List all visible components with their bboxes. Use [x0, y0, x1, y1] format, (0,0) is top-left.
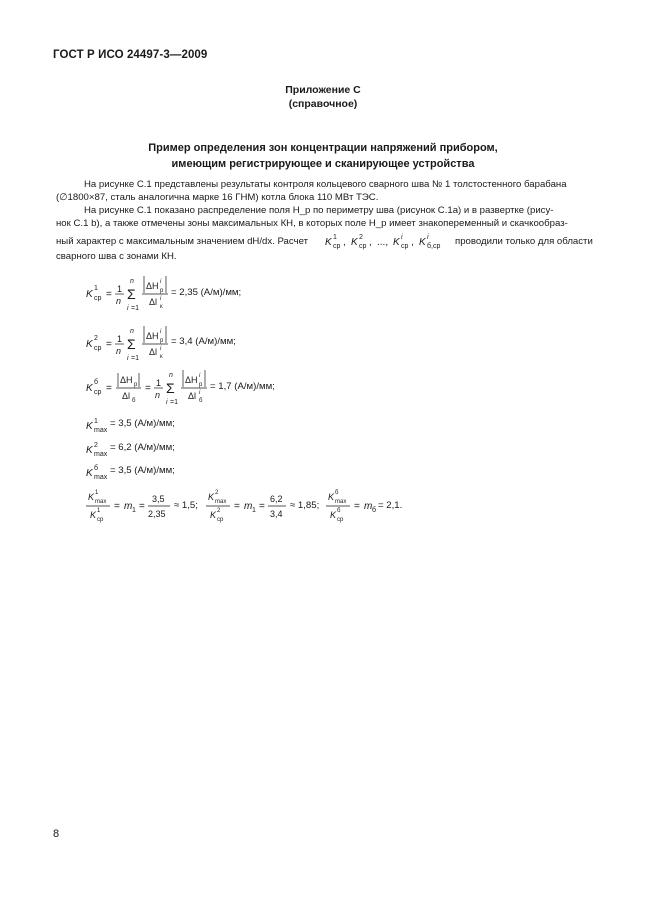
- svg-text:1: 1: [97, 508, 101, 514]
- svg-text:3,5: 3,5: [152, 494, 165, 504]
- svg-text:р: р: [134, 382, 138, 388]
- svg-text:=: =: [234, 501, 240, 512]
- svg-text:Δl: Δl: [149, 297, 158, 307]
- svg-text:i: i: [127, 305, 129, 312]
- svg-text:i: i: [160, 346, 162, 352]
- svg-text:=: =: [145, 383, 151, 394]
- svg-text:=1: =1: [170, 399, 178, 406]
- svg-text:ср: ср: [94, 295, 102, 302]
- svg-text:б: б: [94, 379, 99, 386]
- svg-text:Σ: Σ: [166, 380, 175, 396]
- svg-text:i: i: [401, 234, 403, 241]
- svg-text:K: K: [330, 510, 337, 520]
- body-p2-line2: нок С.1 b), а также отмечены зоны максимальных КН, в которых поле H_p имеет знакопеременный и скачкообраз-: [56, 218, 568, 229]
- svg-text:3,4: 3,4: [270, 509, 283, 519]
- svg-text:1: 1: [117, 284, 123, 294]
- ratio1-value: ≈ 1,5;: [174, 500, 198, 511]
- svg-text:m: m: [124, 501, 133, 512]
- svg-text:ср: ср: [333, 243, 341, 250]
- kmax2-value: = 6,2 (А/м)/мм;: [110, 442, 175, 453]
- svg-text:=: =: [354, 501, 360, 512]
- ratio3-value: = 2,1.: [378, 500, 403, 511]
- svg-text:ср: ср: [401, 243, 409, 250]
- svg-text:max: max: [94, 451, 108, 458]
- svg-text:n: n: [116, 296, 122, 306]
- ratio2-value: ≈ 1,85;: [290, 500, 320, 511]
- svg-text:K: K: [393, 237, 400, 248]
- svg-text:max: max: [215, 499, 227, 505]
- svg-text:ср: ср: [359, 243, 367, 250]
- section-title: [0, 140, 646, 172]
- svg-text:Σ: Σ: [127, 286, 136, 302]
- svg-text:K: K: [86, 468, 93, 479]
- svg-text:m: m: [364, 501, 373, 512]
- svg-text:2,35: 2,35: [148, 509, 166, 519]
- svg-text:р: р: [160, 288, 164, 294]
- svg-text:K: K: [208, 492, 215, 502]
- svg-text:б: б: [132, 398, 136, 404]
- svg-text:б: б: [337, 508, 341, 514]
- svg-text:к: к: [160, 354, 163, 360]
- kmax6-value: = 3,5 (А/м)/мм;: [110, 465, 175, 476]
- svg-text:=: =: [106, 339, 112, 350]
- svg-text:=: =: [259, 501, 265, 512]
- svg-text:=: =: [139, 501, 145, 512]
- svg-text:i: i: [127, 355, 129, 362]
- svg-text:б,ср: б,ср: [427, 243, 441, 250]
- svg-text:ср: ср: [337, 517, 344, 523]
- appendix-kind: (справочное): [288, 98, 358, 110]
- svg-text:i: i: [166, 399, 168, 406]
- svg-text:б: б: [199, 398, 203, 404]
- svg-text:б: б: [335, 490, 339, 496]
- svg-text:б: б: [372, 507, 377, 514]
- body-p2-line3b: проводили только для области: [455, 236, 593, 247]
- section-title-line2: имеющим регистрирующее и сканирующее устройства: [171, 158, 475, 170]
- svg-text:=1: =1: [131, 355, 139, 362]
- svg-text:ср: ср: [217, 517, 224, 523]
- svg-text:=: =: [106, 383, 112, 394]
- svg-text:=1: =1: [131, 305, 139, 312]
- svg-text:m: m: [244, 501, 253, 512]
- appendix-heading: [0, 83, 646, 111]
- svg-text:K: K: [210, 510, 217, 520]
- body-p1-line1: На рисунке С.1 представлены результаты контроля кольцевого сварного шва № 1 толстостенного барабана: [84, 179, 567, 190]
- svg-text:n: n: [130, 328, 134, 335]
- svg-text:K: K: [86, 445, 93, 456]
- svg-text:1: 1: [333, 234, 337, 241]
- svg-text:1: 1: [94, 418, 98, 425]
- svg-text:2: 2: [359, 234, 363, 241]
- page-number: 8: [53, 828, 60, 840]
- body-p2-line3a: ный характер с максимальным значением dH/dx. Расчет: [56, 236, 308, 247]
- svg-text:Δl: Δl: [149, 347, 158, 357]
- svg-text:K: K: [88, 492, 95, 502]
- formula-k2-result: = 3,4 (А/м)/мм;: [171, 336, 236, 347]
- standard-header: ГОСТ Р ИСО 24497-3—2009: [53, 49, 208, 61]
- svg-text:2: 2: [94, 442, 98, 449]
- svg-text:K: K: [86, 383, 93, 394]
- svg-text:1: 1: [132, 507, 136, 514]
- svg-text:...,: ...,: [377, 237, 389, 248]
- svg-text:i: i: [427, 234, 429, 241]
- svg-text:max: max: [95, 499, 107, 505]
- svg-text:р: р: [160, 338, 164, 344]
- body-p2-line4: сварного шва с зонами КН.: [56, 251, 177, 262]
- body-p2-line1: На рисунке С.1 показано распределение поля H_p по периметру шва (рисунок С.1a) и в развертке (рису-: [84, 205, 554, 216]
- section-title-line1: Пример определения зон концентрации напряжений прибором,: [148, 142, 498, 154]
- svg-text:2: 2: [217, 508, 221, 514]
- svg-text:K: K: [86, 289, 93, 300]
- svg-text:Δl: Δl: [188, 391, 197, 401]
- svg-text:,: ,: [343, 237, 346, 248]
- svg-text:max: max: [94, 474, 108, 481]
- svg-text:i: i: [199, 373, 201, 379]
- svg-text:i: i: [160, 279, 162, 285]
- svg-text:1: 1: [156, 378, 162, 388]
- svg-text:K: K: [351, 237, 358, 248]
- formula-k1-result: = 2,35 (А/м)/мм;: [171, 287, 242, 298]
- svg-text:=: =: [106, 289, 112, 300]
- svg-text:ср: ср: [97, 517, 104, 523]
- body-p1-line2: (∅1800×87, сталь аналогична марке 16 ГНМ) котла блока 110 МВт ТЭС.: [56, 192, 379, 203]
- svg-text:1: 1: [252, 507, 256, 514]
- svg-text:=: =: [114, 501, 120, 512]
- svg-text:ср: ср: [94, 345, 102, 352]
- svg-text:i: i: [160, 329, 162, 335]
- svg-text:n: n: [155, 390, 161, 400]
- svg-text:K: K: [90, 510, 97, 520]
- svg-text:,: ,: [411, 237, 414, 248]
- svg-text:max: max: [335, 499, 347, 505]
- svg-text:n: n: [130, 278, 134, 285]
- kmax1-value: = 3,5 (А/м)/мм;: [110, 418, 175, 429]
- svg-text:6,2: 6,2: [270, 494, 283, 504]
- svg-text:ср: ср: [94, 389, 102, 396]
- svg-text:n: n: [169, 372, 173, 379]
- svg-text:i: i: [199, 390, 201, 396]
- svg-text:K: K: [328, 492, 335, 502]
- svg-text:i: i: [160, 296, 162, 302]
- svg-text:K: K: [86, 339, 93, 350]
- svg-text:n: n: [116, 346, 122, 356]
- formula-k6-result: = 1,7 (А/м)/мм;: [210, 381, 275, 392]
- svg-text:2: 2: [94, 335, 98, 342]
- svg-text:,: ,: [369, 237, 372, 248]
- svg-text:ΔH: ΔH: [185, 375, 198, 385]
- svg-text:K: K: [325, 237, 332, 248]
- svg-text:Δl: Δl: [122, 391, 131, 401]
- svg-text:ΔH: ΔH: [146, 331, 159, 341]
- svg-text:ΔH: ΔH: [120, 375, 133, 385]
- svg-text:2: 2: [215, 490, 219, 496]
- appendix-label: Приложение С: [285, 84, 361, 96]
- svg-text:K: K: [419, 237, 426, 248]
- svg-text:к: к: [160, 304, 163, 310]
- svg-text:р: р: [199, 382, 203, 388]
- svg-text:Σ: Σ: [127, 336, 136, 352]
- svg-text:max: max: [94, 427, 108, 434]
- svg-text:1: 1: [94, 285, 98, 292]
- svg-text:ΔH: ΔH: [146, 281, 159, 291]
- svg-text:б: б: [94, 465, 99, 472]
- svg-text:1: 1: [117, 334, 123, 344]
- svg-text:K: K: [86, 421, 93, 432]
- svg-text:1: 1: [95, 490, 99, 496]
- k-symbols-inline: [323, 229, 453, 251]
